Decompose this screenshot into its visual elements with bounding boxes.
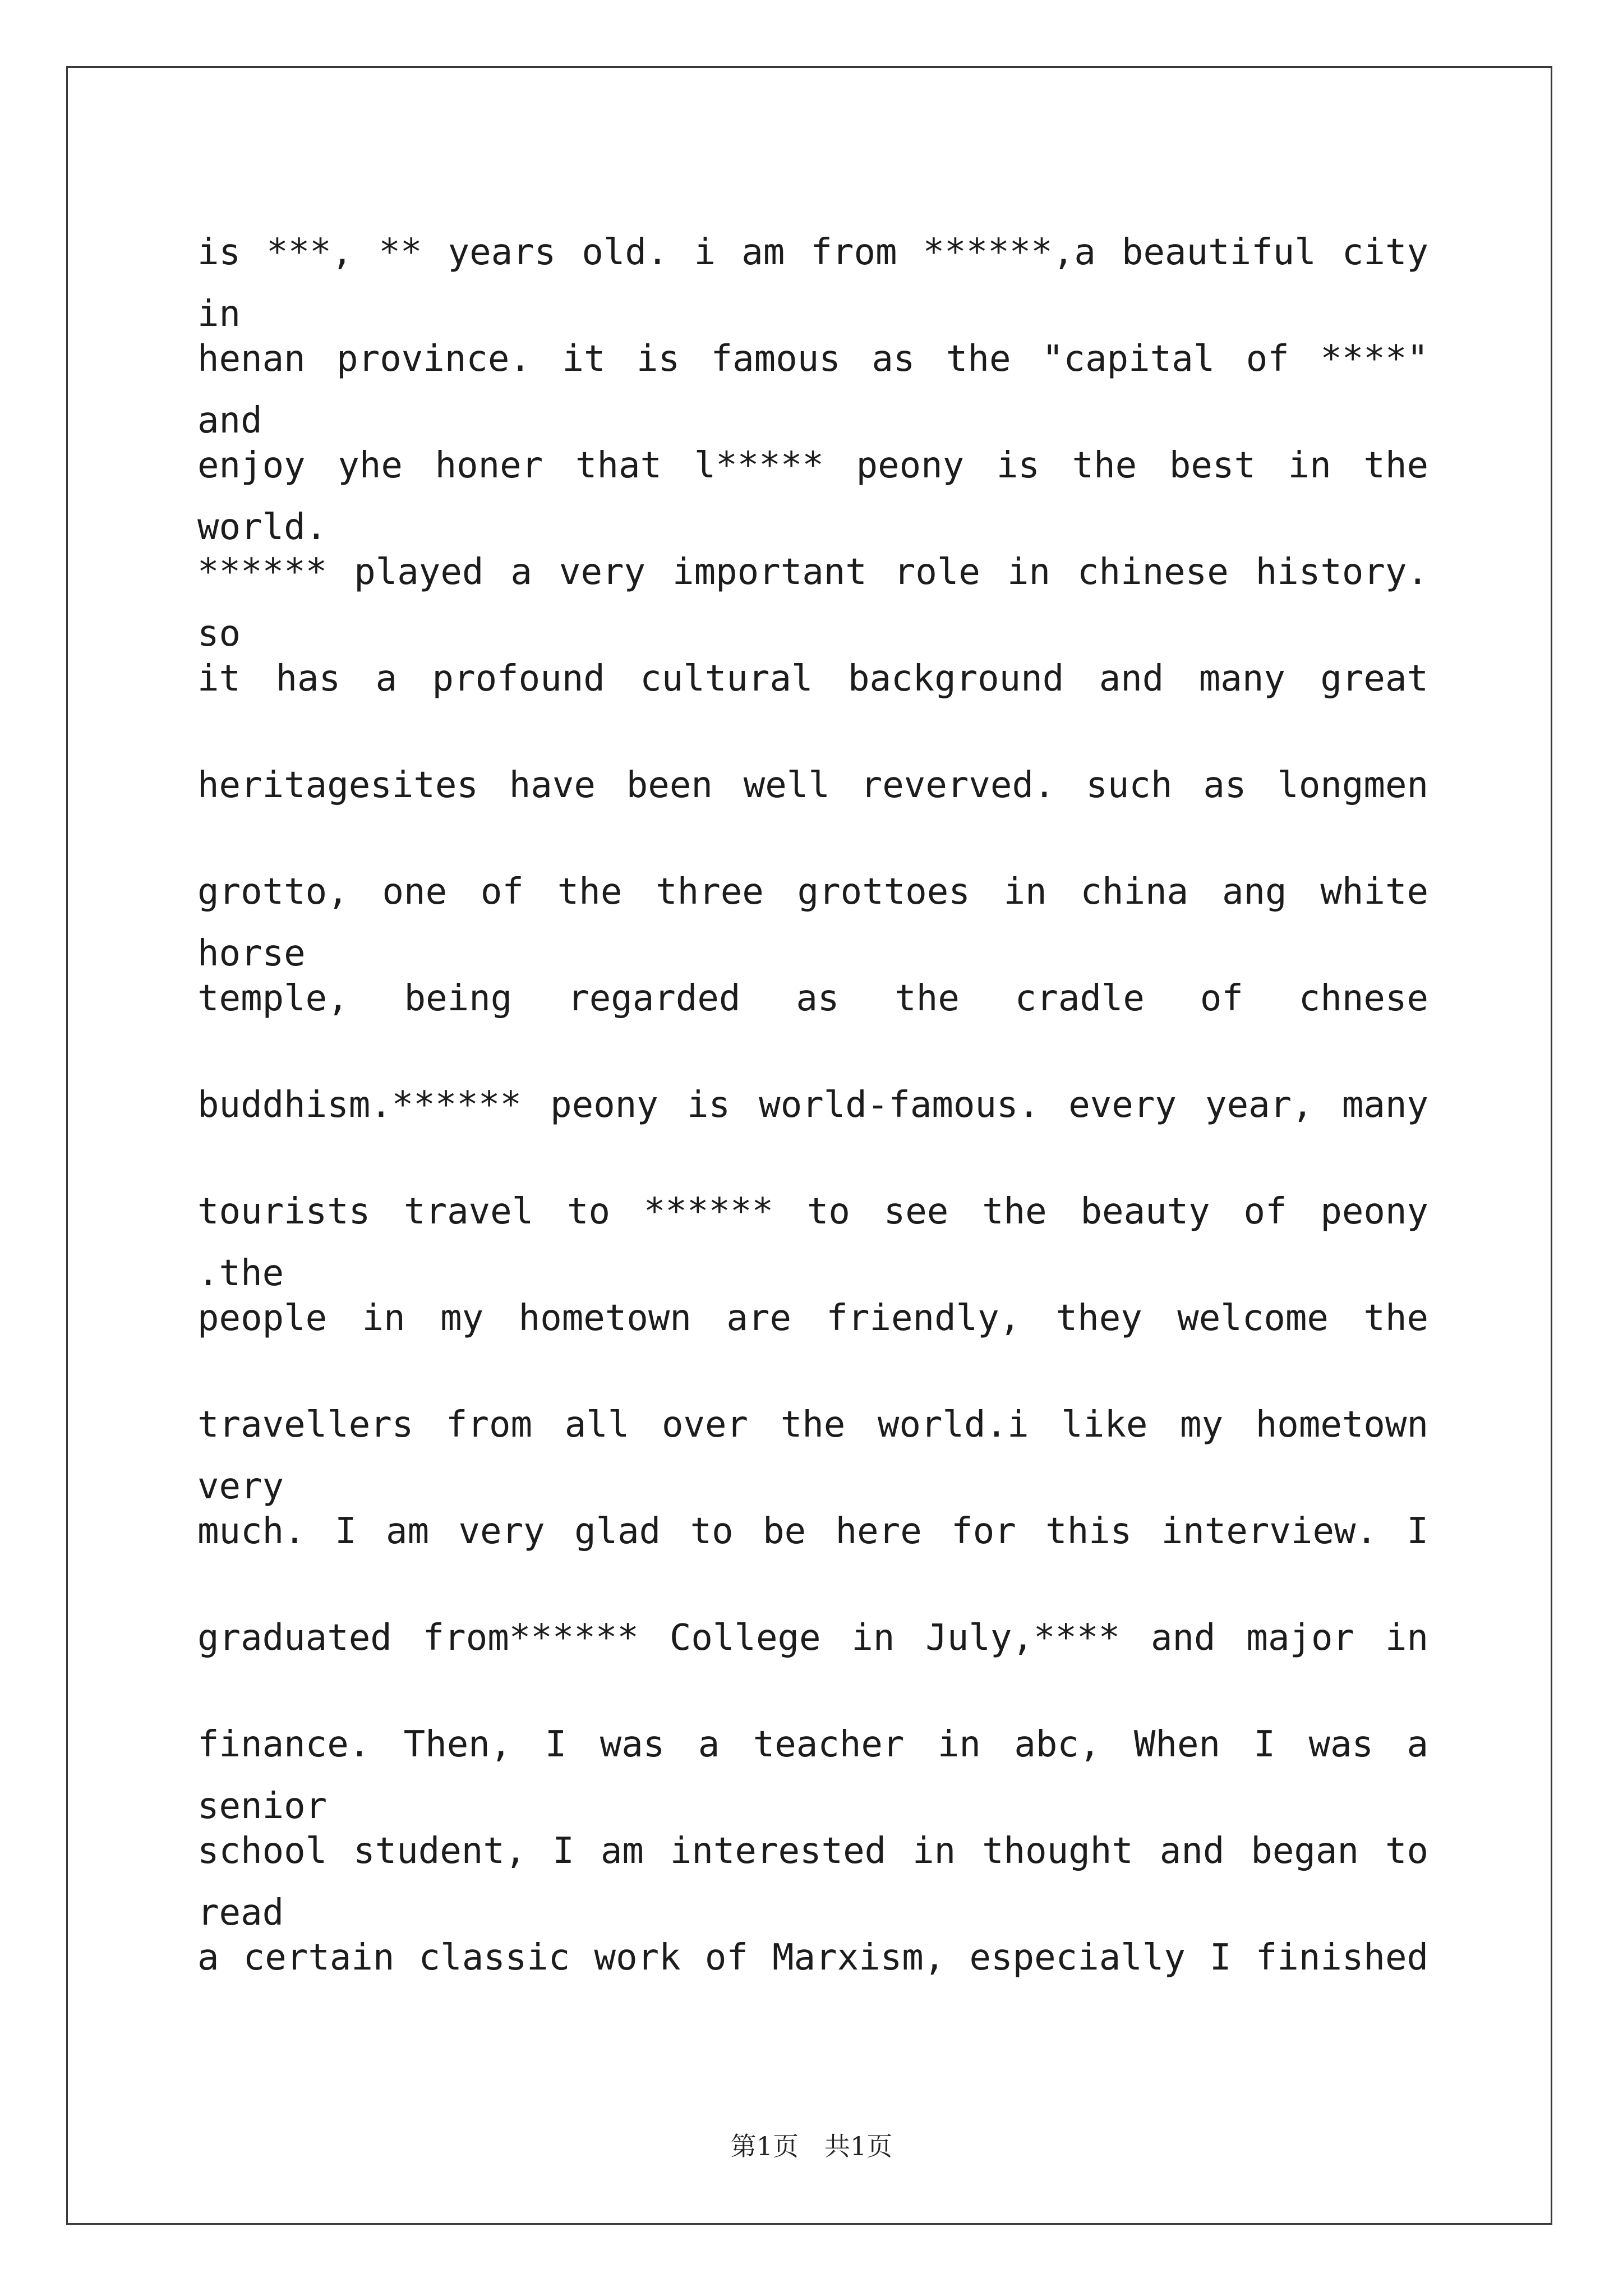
text-line-13: much. I am very glad to be here for this interview. I [197,1511,1428,1552]
text-line-7: grotto, one of the three grottoes in china ang white horse [197,871,1428,974]
text-line-3: enjoy yhe honer that l***** peony is the best in the world. [197,445,1428,548]
text-line-17: a certain classic work of Marxism, especially I finished [197,1937,1428,1978]
text-line-1: is ***, ** years old. i am from ******,a beautiful city in [197,232,1428,335]
text-line-8: temple, being regarded as the cradle of chnese [197,978,1428,1019]
text-line-11: people in my hometown are friendly, they welcome the [197,1297,1428,1339]
text-line-15: finance. Then, I was a teacher in abc, When I was a senior [197,1724,1428,1827]
text-line-14: graduated from****** College in July,**** and major in [197,1617,1428,1659]
text-line-12: travellers from all over the world.i like my hometown very [197,1404,1428,1507]
document-body [197,222,1428,2033]
text-line-6: heritagesites have been well reverved. such as longmen [197,765,1428,806]
text-line-2: henan province. it is famous as the "capital of ****" and [197,338,1428,441]
text-line-4: ****** played a very important role in chinese history. so [197,551,1428,655]
page-number-footer: 第1页 共1页 [730,2131,893,2161]
text-line-5: it has a profound cultural background and many great [197,658,1428,700]
text-line-16: school student, I am interested in thought and began to read [197,1830,1428,1934]
text-line-10: tourists travel to ****** to see the beauty of peony .the [197,1191,1428,1294]
text-line-9: buddhism.****** peony is world-famous. every year, many [197,1084,1428,1126]
